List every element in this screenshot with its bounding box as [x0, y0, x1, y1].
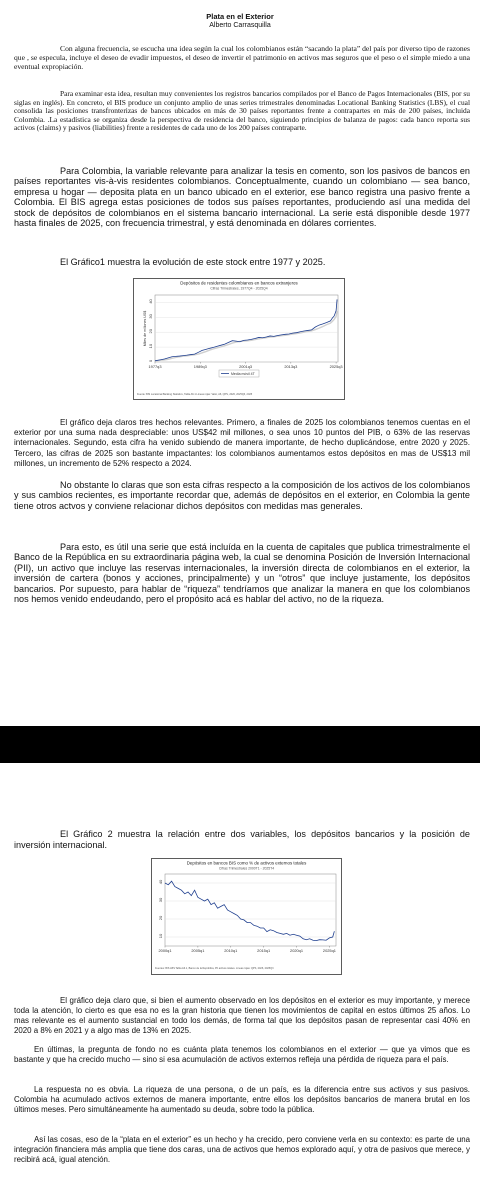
chart-source-note: Fuente: BIS Locational Banking Statistics, Tabla A6.1 Líneas rojas: Valor, A6, QPS, 2026, 2025Q3, 2025 — [137, 393, 253, 396]
paragraph-5: El gráfico deja claros tres hechos relevantes. Primero, a finales de 2025 los colombianos tenemos cuentas en el exterior por una suma nada despreciable: unos US$42 mil millones, o sea unos 10 puntos del PIB, o 63% de las reservas internacionales. Segundo, esta cifra ha venido subiendo de manera importante, de hecho duplicándose, entre 2020 y 2025. Tercero, las cifras de 2025 son bastante impactantes: los colombianos aumentamos estos depósitos en mas de US$13 mil millones, un incremento de 52% respecto a 2024. — [14, 418, 470, 468]
paragraph-11: La respuesta no es obvia. La riqueza de una persona, o de un país, es la diferencia entre sus activos y sus pasivos. Colombia ha acumulado activos externos de manera importante, entre ellos los depósitos bancarios de manera brutal en los últimos meses. Pero simultáneamente ha aumentado su deuda, sobre todo la pública. — [14, 1085, 470, 1115]
y-tick-label: 10 — [158, 933, 163, 939]
chart-source-note: Fuentes: BIS LBS Tabla A6.1, Banco de la República, PII activos totales. Líneas rojas: QPS, 2026, 2025Q3 — [155, 967, 274, 970]
chart-2-svg — [151, 858, 342, 975]
x-tick-label: 2025q3 — [329, 364, 343, 369]
plot-area — [165, 874, 336, 946]
y-axis-label: Miles de millones US$ — [143, 310, 147, 347]
plot-area — [155, 295, 338, 362]
paragraph-10: En últimas, la pregunta de fondo no es cuánta plata tenemos los colombianos en el exterior — que ya vimos que es bastante y que ha crecido mucho — sino si esa acumulación de activos externos refleja una pérdida de riqueza para el país. — [14, 1045, 470, 1065]
document-author: Alberto Carrasquilla — [209, 22, 271, 29]
y-tick-label: 30 — [158, 897, 163, 903]
paragraph-8: El Gráfico 2 muestra la relación entre dos variables, los depósitos bancarios y la posición de inversión internacional. — [14, 829, 470, 850]
chart-title: Depósitos de residentes colombianos en bancos extranjeros — [180, 280, 298, 286]
x-tick-label: 2000q1 — [158, 948, 172, 953]
y-tick-label: 10 — [148, 343, 153, 349]
paragraph-6: No obstante lo claras que son esta cifras respecto a la composición de los activos de los colombianos y sus cambios recientes, es importante recordar que, además de depósitos en el exterior, en Colombia la gente tiene otros actvos y conviene relacionar dichos depósitos con medidas mas generales. — [14, 480, 470, 511]
paragraph-2: Para examinar esta idea, resultan muy convenientes los registros bancarios compilados por el Banco de Pagos Internacionales (BIS, por su siglas en inglés). En concreto, el BIS produce un conjunto amplio de unas series trimestrales denominadas Locational Banking Statistics (LBS), el cual consolida las posiciones transfronterizas de bancos ubicados en más de 30 países reportantes frente a contrapartes en más de 200 países, incluida Colombia. .La estadística se organiza desde la perspectiva de residencia del banco, siguiendo principios de balanza de pagos: cada banco reporta sus activos (claims) y pasivos (liabilities) frente a residentes de cada uno de los 200 países contraparte. — [14, 89, 470, 133]
chart-1 — [133, 278, 345, 400]
y-tick-label: 30 — [148, 314, 153, 319]
document-title: Plata en el Exterior — [206, 12, 274, 21]
chart-subtitle: Cifras Trimestrales 2000T1 - 2025T4 — [218, 866, 275, 871]
legend-label: Media móvil 4T — [231, 372, 255, 376]
x-tick-label: 2020q1 — [290, 948, 304, 953]
x-tick-label: 2013q3 — [284, 364, 298, 369]
y-tick-label: 40 — [148, 299, 153, 304]
x-tick-label: 2025q1 — [322, 948, 336, 953]
chart-1-svg — [133, 278, 345, 400]
x-tick-label: 1977q3 — [148, 364, 162, 369]
chart-title: Depósitos en bancos BIS como % de activos externos totales — [186, 860, 307, 866]
paragraph-3: Para Colombia, la variable relevante para analizar la tesis en comento, son los pasivos de bancos en países reportantes vis-à-vis residentes colombianos. Conceptualmente, cuando un colombiano — sea banco, empresa u hogar — deposita plata en un banco ubicado en el exterior, ese banco registra una pasivo frente a Colombia. El BIS agrega estas posiciones de todos sus países reportantes, produciendo así una medida del stock de depósitos de colombianos en el sistema bancario internacional. La serie está disponible desde 1977 hasta finales de 2025, con frecuencia trimestral, y está denominada en dólares corrientes. — [14, 166, 470, 229]
y-tick-label: 40 — [158, 879, 163, 885]
y-tick-label: 0 — [148, 359, 153, 363]
paragraph-7: Para esto, es útil una serie que está incluída en la cuenta de capitales que publica trimestralmente el Banco de la República en su extraordinaria página web, la cual se denomina Posición de Inversión Internacional (PII), un activo que incluye las reservas internacionales, la inversión directa de colombianos en el exterior, la inversión de cartera (bonos y acciones, principalmente) y un “otros” que incluye justamente, los depósitos bancarios. Por supuesto, para hablar de “riqueza” tendríamos que analizar la manera en que los colombianos nos hemos venido endeudando, pero el propósito acá es hablar del activo, no de la riqueza. — [14, 542, 470, 605]
paragraph-9: El gráfico deja claro que, si bien el aumento observado en los depósitos en el exterior es muy importante, y merece toda la atención, lo cierto es que esa no es la gran historia que tienen los movimientos de capital en estos últimos 25 años. Lo mas relevante es el aumento sustancial en todo los demás, de forma tal que los depósitos pasan de representar casi 40% en 2020 a 8% en 2021 y a algo mas de 13% en 2025. — [14, 996, 470, 1036]
x-tick-label: 2005q1 — [191, 948, 205, 953]
document-page-2 — [0, 763, 480, 1200]
x-tick-label: 2001q3 — [239, 364, 253, 369]
page-separator — [0, 726, 480, 763]
chart-subtitle: Cifras Trimestrales, 1977Q4 - 2025Q4 — [210, 286, 268, 291]
x-tick-label: 1989q3 — [193, 364, 207, 369]
x-tick-label: 2015q1 — [257, 948, 271, 953]
chart-2 — [151, 858, 342, 975]
y-tick-label: 20 — [148, 328, 153, 334]
paragraph-12: Así las cosas, eso de la “plata en el exterior” es un hecho y ha crecido, pero conviene verla en su contexto: es parte de una integración financiera más amplia que tiene dos caras, una de activos que hemos explorado aquí, y otra de pasivos que merece, y recibirá acá, igual atención. — [14, 1135, 470, 1165]
y-tick-label: 20 — [158, 915, 163, 921]
paragraph-1: Con alguna frecuencia, se escucha una idea según la cual los colombianos están “sacando la plata” del país por diverso tipo de razones que , se especula, incluye el deseo de evadir impuestos, el deseo de invertir el patrimonio en activos mas seguros que el peso o el simple miedo a una eventual expropiación. — [14, 44, 470, 72]
x-tick-label: 2010q1 — [224, 948, 238, 953]
paragraph-4: El Gráfico1 muestra la evolución de este stock entre 1977 y 2025. — [60, 257, 326, 267]
